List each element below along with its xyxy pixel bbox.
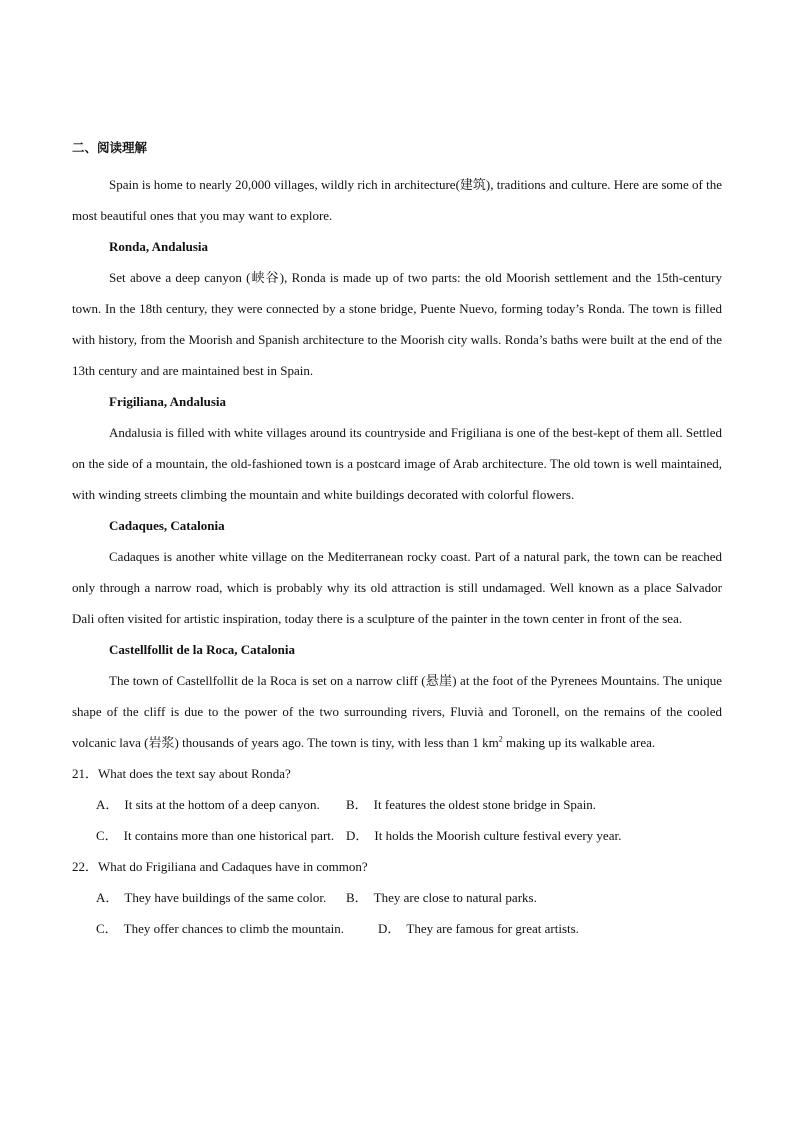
- question-22-options-row-2: [72, 913, 722, 944]
- option-21-d[interactable]: [346, 820, 621, 851]
- village-heading-cadaques: Cadaques, Catalonia: [109, 518, 225, 533]
- village-heading-frigiliana: Frigiliana, Andalusia: [109, 394, 227, 409]
- option-22-a[interactable]: [96, 882, 346, 913]
- option-text: It holds the Moorish culture festival every year.: [374, 828, 622, 843]
- section-title: 二、阅读理解: [72, 140, 148, 155]
- question-21-options-row-2: [72, 820, 722, 851]
- question-21-stem: 21．What does the text say about Ronda?: [72, 766, 291, 781]
- option-letter: A．: [96, 797, 119, 812]
- village-text-castellfollit: [72, 665, 722, 758]
- option-text: It contains more than one historical part.: [123, 828, 335, 843]
- option-letter: B．: [346, 797, 368, 812]
- option-21-a[interactable]: [96, 789, 346, 820]
- village-heading-castellfollit: Castellfollit de la Roca, Catalonia: [109, 642, 295, 657]
- exam-page: [72, 138, 722, 944]
- superscript-2: 2: [498, 734, 503, 744]
- village-heading-ronda: Ronda, Andalusia: [109, 239, 208, 254]
- village-text-frigiliana: Andalusia is filled with white villages around its countryside and Frigiliana is one of the best-kept of them all. Settled on the side of a mountain, the old-fashioned town is a postcard image of Arab architecture. The old town is well maintained, with winding streets climbing the mountain and white buildings decorated with colorful flowers.: [72, 425, 722, 502]
- option-letter: A．: [96, 890, 119, 905]
- question-22-options-row-1: [72, 882, 722, 913]
- option-text: It features the oldest stone bridge in Spain.: [373, 797, 597, 812]
- option-letter: B．: [346, 890, 368, 905]
- option-letter: C．: [96, 828, 118, 843]
- option-text: They have buildings of the same color.: [124, 890, 327, 905]
- option-text: They are close to natural parks.: [373, 890, 537, 905]
- question-22-stem: 22．What do Frigiliana and Cadaques have in common?: [72, 859, 368, 874]
- village-text-castellfollit-part2: making up its walkable area.: [502, 735, 656, 750]
- option-22-c[interactable]: [96, 913, 378, 944]
- option-21-b[interactable]: [346, 789, 596, 820]
- option-letter: D．: [378, 921, 401, 936]
- passage-intro: Spain is home to nearly 20,000 villages, wildly rich in architecture(建筑), traditions and culture. Here are some of the most beautiful ones that you may want to explore.: [72, 177, 722, 223]
- option-text: They offer chances to climb the mountain.: [123, 921, 344, 936]
- option-text: They are famous for great artists.: [406, 921, 579, 936]
- village-text-ronda: Set above a deep canyon (峡谷), Ronda is made up of two parts: the old Moorish settlement and the 15th-century town. In the 18th century, they were connected by a stone bridge, Puente Nuevo, forming today’s Ronda. The town is filled with history, from the Moorish and Spanish architecture to the Moorish city walls. Ronda’s baths were built at the end of the 13th century and are maintained best in Spain.: [72, 270, 722, 378]
- option-22-d[interactable]: [378, 913, 579, 944]
- option-22-b[interactable]: [346, 882, 537, 913]
- option-letter: C．: [96, 921, 118, 936]
- option-letter: D．: [346, 828, 369, 843]
- option-21-c[interactable]: [96, 820, 346, 851]
- village-text-cadaques: Cadaques is another white village on the Mediterranean rocky coast. Part of a natural park, the town can be reached only through a narrow road, which is probably why its old attraction is still undamaged. Well known as a place Salvador Dali often visited for artistic inspiration, today there is a sculpture of the painter in the town center in front of the sea.: [72, 549, 722, 626]
- village-text-castellfollit-part1: The town of Castellfollit de la Roca is set on a narrow cliff (悬崖) at the foot of the Pyrenees Mountains. The unique shape of the cliff is due to the power of the two surrounding rivers, Fluvià and Toronell, on the remains of the cooled volcanic lava (岩浆) thousands of years ago. The town is tiny, with less than 1 km: [72, 673, 722, 750]
- option-text: It sits at the hottom of a deep canyon.: [124, 797, 320, 812]
- question-21-options-row-1: [72, 789, 722, 820]
